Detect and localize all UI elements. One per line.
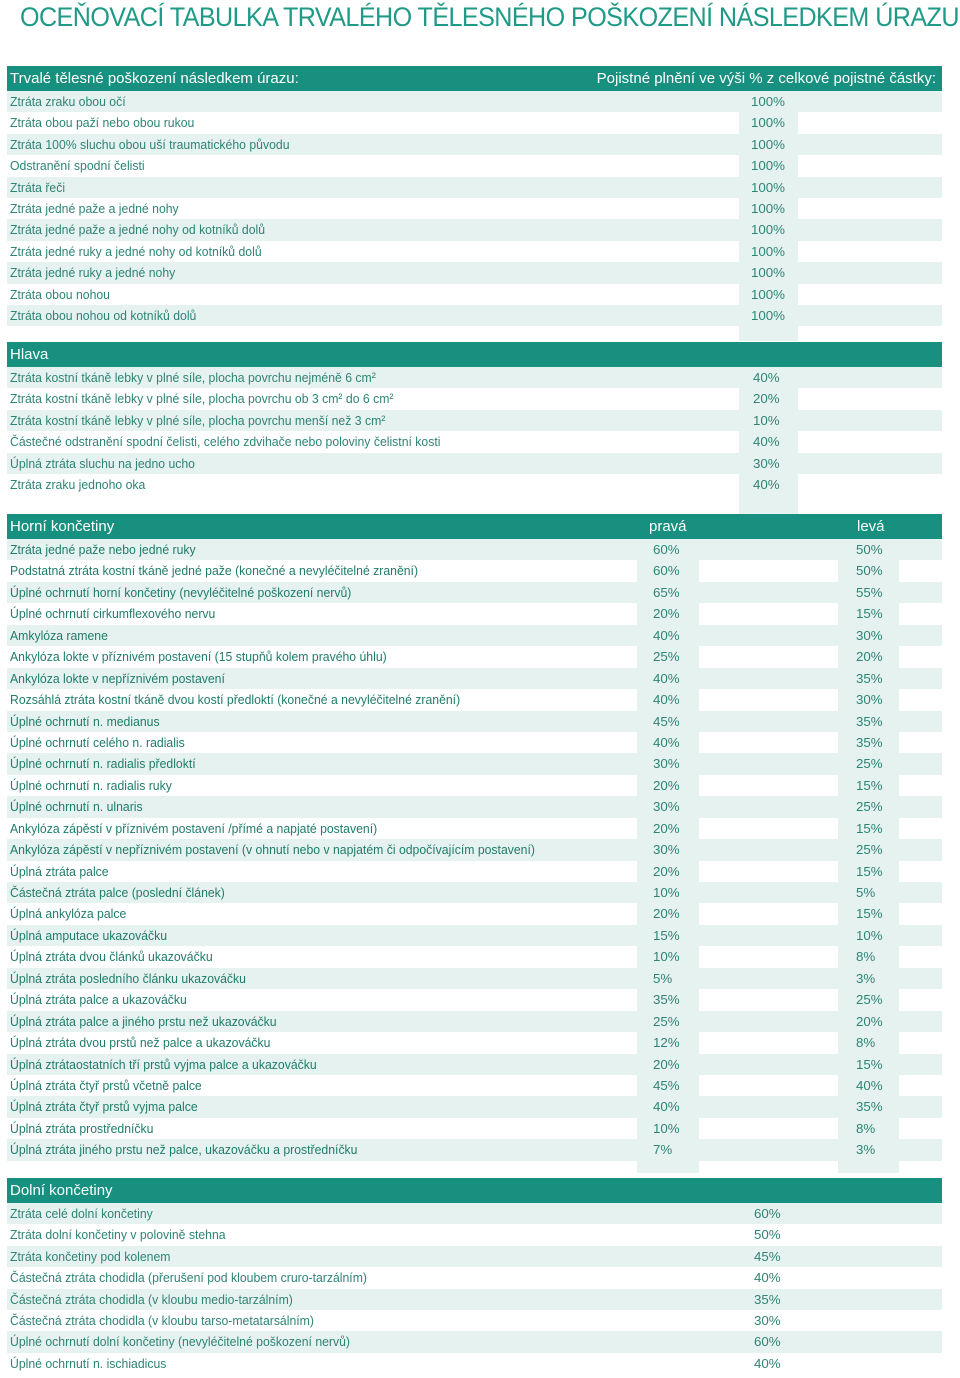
general-header-label: Trvalé tělesné poškození následkem úrazu: bbox=[10, 70, 299, 87]
row-label: Úplná ztráta čtyř prstů včetně palce bbox=[10, 1077, 202, 1093]
row-value-right: 40% bbox=[653, 627, 680, 643]
row-label: Ztráta jedné paže nebo jedné ruky bbox=[10, 542, 196, 557]
table-row bbox=[7, 818, 942, 839]
row-label: Úplné ochrnutí n. radialis ruky bbox=[10, 777, 172, 793]
row-value-right: 35% bbox=[653, 992, 680, 1008]
table-row bbox=[7, 1203, 942, 1224]
row-value-left: 3% bbox=[856, 970, 876, 986]
row-value-right: 25% bbox=[653, 1013, 680, 1029]
head-header bbox=[7, 342, 942, 367]
table-row bbox=[7, 1246, 942, 1267]
row-value-right: 5% bbox=[653, 970, 673, 986]
table-row bbox=[7, 1267, 942, 1288]
general-header bbox=[7, 66, 942, 91]
row-value: 60% bbox=[754, 1206, 781, 1221]
table-row bbox=[7, 646, 942, 667]
row-value-right: 30% bbox=[653, 756, 680, 772]
row-value-right: 60% bbox=[653, 563, 680, 579]
table-row bbox=[7, 1331, 942, 1352]
row-label: Úplná ztráta čtyř prstů vyjma palce bbox=[10, 1099, 198, 1115]
row-label: Úplná ztráta prostředníčku bbox=[10, 1120, 154, 1136]
table-row bbox=[7, 1011, 942, 1032]
row-value-left: 15% bbox=[856, 906, 883, 922]
row-value: 100% bbox=[751, 115, 786, 131]
upper-limbs-section bbox=[0, 514, 960, 1161]
table-row bbox=[7, 711, 942, 732]
lower-limbs-section bbox=[0, 1178, 960, 1374]
general-header-value: Pojistné plnění ve výši % z celkové pojistné částky: bbox=[596, 70, 936, 87]
row-label: Ztráta končetiny pod kolenem bbox=[10, 1248, 171, 1264]
row-label: Ankylóza zápěstí v příznivém postavení /přímé a napjaté postavení) bbox=[10, 820, 378, 836]
upper-limbs-header bbox=[7, 514, 942, 539]
table-row bbox=[7, 284, 942, 305]
row-label: Úplná ztráta palce a jiného prstu než ukazováčku bbox=[10, 1013, 277, 1029]
upper-limbs-header-right: pravá bbox=[649, 518, 687, 535]
table-row bbox=[7, 305, 942, 326]
row-value-right: 10% bbox=[653, 949, 680, 965]
row-label: Úplná ztráta sluchu na jedno ucho bbox=[10, 455, 195, 471]
row-value-right: 20% bbox=[653, 1056, 680, 1072]
table-row bbox=[7, 903, 942, 924]
head-header-label: Hlava bbox=[10, 346, 49, 363]
row-value-right: 65% bbox=[653, 584, 680, 600]
row-label: Částečná ztráta chodidla (v kloubu tarso-metatarsálním) bbox=[10, 1312, 314, 1328]
row-label: Ztráta jedné paže a jedné nohy od kotníků dolů bbox=[10, 222, 266, 238]
upper-limbs-rows bbox=[0, 539, 960, 1161]
row-value: 30% bbox=[754, 1312, 781, 1328]
row-value-right: 7% bbox=[653, 1142, 673, 1158]
row-value-right: 40% bbox=[653, 692, 680, 708]
row-value: 30% bbox=[753, 455, 780, 471]
table-row bbox=[7, 1118, 942, 1139]
row-value-left: 35% bbox=[856, 734, 883, 750]
page-title: OCEŇOVACÍ TABULKA TRVALÉHO TĚLESNÉHO POŠKOZENÍ NÁSLEDKEM ÚRAZU bbox=[20, 2, 959, 32]
row-label: Ztráta kostní tkáně lebky v plné síle, plocha povrchu ob 3 cm² do 6 cm² bbox=[10, 391, 394, 407]
table-row bbox=[7, 177, 942, 198]
row-label: Ztráta 100% sluchu obou uší traumatického původu bbox=[10, 136, 290, 152]
row-label: Částečná ztráta chodidla (v kloubu medio-tarzálním) bbox=[10, 1291, 293, 1307]
table-row bbox=[7, 603, 942, 624]
row-label: Úplné ochrnutí n. radialis předloktí bbox=[10, 756, 196, 772]
row-value-left: 8% bbox=[856, 1120, 876, 1136]
table-row bbox=[7, 91, 942, 112]
row-value-left: 30% bbox=[856, 627, 883, 643]
row-value: 100% bbox=[751, 179, 786, 195]
row-value-left: 25% bbox=[856, 992, 883, 1008]
row-label: Úplná ztráta palce a ukazováčku bbox=[10, 992, 187, 1008]
row-value-left: 3% bbox=[856, 1142, 876, 1158]
lower-limbs-rows bbox=[0, 1203, 960, 1374]
table-row bbox=[7, 775, 942, 796]
table-row bbox=[7, 582, 942, 603]
row-value: 60% bbox=[754, 1334, 781, 1350]
row-value-right: 10% bbox=[653, 1120, 680, 1136]
table-row bbox=[7, 560, 942, 581]
row-label: Ztráta jedné paže a jedné nohy bbox=[10, 200, 179, 216]
row-value-right: 30% bbox=[653, 799, 680, 815]
row-label: Úplné ochrnutí n. ulnaris bbox=[10, 799, 143, 815]
row-label: Ztráta obou paží nebo obou rukou bbox=[10, 115, 195, 131]
table-row bbox=[7, 625, 942, 646]
table-row bbox=[7, 431, 942, 452]
row-label: Odstranění spodní čelisti bbox=[10, 158, 145, 174]
row-value: 40% bbox=[754, 1355, 781, 1371]
row-label: Úplné ochrnutí celého n. radialis bbox=[10, 734, 185, 750]
row-value: 100% bbox=[751, 158, 786, 174]
table-row bbox=[7, 1353, 942, 1374]
general-section bbox=[0, 66, 960, 326]
row-value-left: 15% bbox=[856, 1056, 883, 1072]
table-row bbox=[7, 410, 942, 431]
row-label: Ztráta kostní tkáně lebky v plné síle, plocha povrchu menší než 3 cm² bbox=[10, 412, 386, 428]
table-row bbox=[7, 155, 942, 176]
row-value-left: 5% bbox=[856, 885, 876, 900]
row-value-left: 15% bbox=[856, 820, 883, 836]
row-value: 100% bbox=[751, 136, 786, 152]
table-row bbox=[7, 689, 942, 710]
row-value-left: 35% bbox=[856, 713, 883, 729]
row-label: Úplné ochrnutí n. ischiadicus bbox=[10, 1355, 167, 1371]
table-row bbox=[7, 839, 942, 860]
row-value-right: 40% bbox=[653, 1099, 680, 1115]
row-value-left: 25% bbox=[856, 756, 883, 772]
row-label: Úplné ochrnutí horní končetiny (nevyléčitelné poškození nervů) bbox=[10, 584, 352, 600]
row-value: 40% bbox=[753, 434, 780, 450]
table-row bbox=[7, 882, 942, 903]
row-value-right: 20% bbox=[653, 863, 680, 879]
row-label: Úplná ztráta palce bbox=[10, 863, 109, 879]
table-row bbox=[7, 539, 942, 560]
row-value-right: 25% bbox=[653, 649, 680, 665]
table-row bbox=[7, 1310, 942, 1331]
table-row bbox=[7, 1139, 942, 1160]
row-value: 45% bbox=[754, 1248, 781, 1264]
table-row bbox=[7, 1096, 942, 1117]
row-value-right: 45% bbox=[653, 713, 680, 729]
head-rows bbox=[0, 367, 960, 495]
row-label: Ztráta obou nohou bbox=[10, 286, 110, 302]
row-value-right: 45% bbox=[653, 1077, 680, 1093]
row-label: Ztráta jedné ruky a jedné nohy od kotníků dolů bbox=[10, 243, 262, 259]
row-label: Úplná ztráta dvou prstů než palce a ukazováčku bbox=[10, 1035, 271, 1051]
row-value-left: 35% bbox=[856, 1099, 883, 1115]
table-row bbox=[7, 1289, 942, 1310]
row-value: 100% bbox=[751, 265, 786, 281]
table-row bbox=[7, 925, 942, 946]
row-label: Úplné ochrnutí cirkumflexového nervu bbox=[10, 606, 216, 622]
general-rows bbox=[0, 91, 960, 326]
row-label: Částečná ztráta chodidla (přerušení pod kloubem cruro-tarzálním) bbox=[10, 1270, 367, 1286]
row-label: Ztráta jedné ruky a jedné nohy bbox=[10, 265, 176, 281]
table-row bbox=[7, 989, 942, 1010]
row-value-left: 25% bbox=[856, 842, 883, 858]
row-label: Úplná ztrátaostatních tří prstů vyjma palce a ukazováčku bbox=[10, 1056, 317, 1072]
row-value-left: 50% bbox=[856, 542, 883, 557]
row-value: 100% bbox=[751, 243, 786, 259]
row-value-right: 40% bbox=[653, 670, 680, 686]
table-row bbox=[7, 753, 942, 774]
lower-limbs-header-label: Dolní končetiny bbox=[10, 1182, 113, 1199]
row-label: Ankylóza lokte v nepříznivém postavení bbox=[10, 670, 225, 686]
row-value-left: 50% bbox=[856, 563, 883, 579]
row-value-left: 10% bbox=[856, 927, 883, 943]
row-value-right: 60% bbox=[653, 542, 680, 557]
row-value: 100% bbox=[751, 200, 786, 216]
row-value-left: 8% bbox=[856, 1035, 876, 1051]
row-value-right: 20% bbox=[653, 606, 680, 622]
row-label: Ztráta zraku jednoho oka bbox=[10, 476, 146, 492]
row-value: 50% bbox=[754, 1227, 781, 1243]
row-label: Částečná ztráta palce (poslední článek) bbox=[10, 885, 225, 900]
row-value: 100% bbox=[751, 286, 786, 302]
row-label: Úplná ankylóza palce bbox=[10, 906, 127, 922]
table-row bbox=[7, 474, 942, 495]
row-label: Amkylóza ramene bbox=[10, 627, 108, 643]
row-label: Částečné odstranění spodní čelisti, celého zdvihače nebo poloviny čelistní kosti bbox=[10, 434, 441, 450]
table-row bbox=[7, 668, 942, 689]
row-label: Ztráta obou nohou od kotníků dolů bbox=[10, 307, 197, 323]
row-value-left: 20% bbox=[856, 649, 883, 665]
table-row bbox=[7, 219, 942, 240]
row-value-right: 20% bbox=[653, 820, 680, 836]
table-row bbox=[7, 198, 942, 219]
row-label: Úplné ochrnutí n. medianus bbox=[10, 713, 160, 729]
row-value: 10% bbox=[753, 412, 780, 428]
row-value-right: 12% bbox=[653, 1035, 680, 1051]
row-value: 40% bbox=[753, 476, 780, 492]
row-value: 35% bbox=[754, 1291, 781, 1307]
head-section bbox=[0, 342, 960, 495]
row-value-left: 15% bbox=[856, 777, 883, 793]
row-label: Ankylóza zápěstí v nepříznivém postavení (v ohnutí nebo v napjatém či odpočívajícím postavení) bbox=[10, 842, 535, 858]
row-label: Úplná ztráta jiného prstu než palce, ukazováčku a prostředníčku bbox=[10, 1142, 358, 1158]
row-label: Ztráta řeči bbox=[10, 179, 66, 195]
table-row bbox=[7, 1032, 942, 1053]
table-row bbox=[7, 732, 942, 753]
row-value-left: 35% bbox=[856, 670, 883, 686]
row-value-right: 15% bbox=[653, 927, 680, 943]
table-row bbox=[7, 262, 942, 283]
row-value-right: 20% bbox=[653, 906, 680, 922]
row-label: Ankylóza lokte v příznivém postavení (15 stupňů kolem pravého úhlu) bbox=[10, 649, 387, 665]
upper-limbs-header-left: levá bbox=[857, 518, 885, 535]
row-label: Ztráta celé dolní končetiny bbox=[10, 1206, 153, 1221]
row-value-right: 30% bbox=[653, 842, 680, 858]
row-value: 40% bbox=[753, 370, 780, 385]
row-value: 20% bbox=[753, 391, 780, 407]
table-row bbox=[7, 453, 942, 474]
row-value: 100% bbox=[751, 94, 786, 109]
row-label: Ztráta zraku obou očí bbox=[10, 94, 126, 109]
table-row bbox=[7, 112, 942, 133]
table-row bbox=[7, 1224, 942, 1245]
row-value-left: 25% bbox=[856, 799, 883, 815]
row-value-left: 20% bbox=[856, 1013, 883, 1029]
table-row bbox=[7, 946, 942, 967]
row-value: 40% bbox=[754, 1270, 781, 1286]
table-row bbox=[7, 968, 942, 989]
table-row bbox=[7, 796, 942, 817]
upper-limbs-header-label: Horní končetiny bbox=[10, 518, 115, 535]
table-row bbox=[7, 134, 942, 155]
row-value-right: 20% bbox=[653, 777, 680, 793]
row-label: Úplné ochrnutí dolní končetiny (nevyléčitelné poškození nervů) bbox=[10, 1334, 351, 1350]
row-value: 100% bbox=[751, 222, 786, 238]
table-row bbox=[7, 1054, 942, 1075]
row-value-left: 8% bbox=[856, 949, 876, 965]
row-label: Úplná ztráta dvou článků ukazováčku bbox=[10, 949, 213, 965]
row-value-left: 40% bbox=[856, 1077, 883, 1093]
row-value-right: 10% bbox=[653, 885, 680, 900]
table-row bbox=[7, 241, 942, 262]
row-value: 100% bbox=[751, 307, 786, 323]
row-value-left: 55% bbox=[856, 584, 883, 600]
row-label: Rozsáhlá ztráta kostní tkáně dvou kostí předloktí (konečné a nevyléčitelné zranění) bbox=[10, 692, 461, 708]
row-value-left: 15% bbox=[856, 606, 883, 622]
row-label: Ztráta kostní tkáně lebky v plné síle, plocha povrchu nejméně 6 cm² bbox=[10, 370, 376, 385]
lower-limbs-header bbox=[7, 1178, 942, 1203]
row-value-left: 30% bbox=[856, 692, 883, 708]
table-row bbox=[7, 367, 942, 388]
table-row bbox=[7, 1075, 942, 1096]
row-value-left: 15% bbox=[856, 863, 883, 879]
row-label: Ztráta dolní končetiny v polovině stehna bbox=[10, 1227, 226, 1243]
row-value-right: 40% bbox=[653, 734, 680, 750]
table-row bbox=[7, 861, 942, 882]
row-label: Úplná amputace ukazováčku bbox=[10, 927, 168, 943]
row-label: Podstatná ztráta kostní tkáně jedné paže (konečné a nevyléčitelné zranění) bbox=[10, 563, 419, 579]
row-label: Úplná ztráta posledního článku ukazováčku bbox=[10, 970, 246, 986]
table-row bbox=[7, 388, 942, 409]
